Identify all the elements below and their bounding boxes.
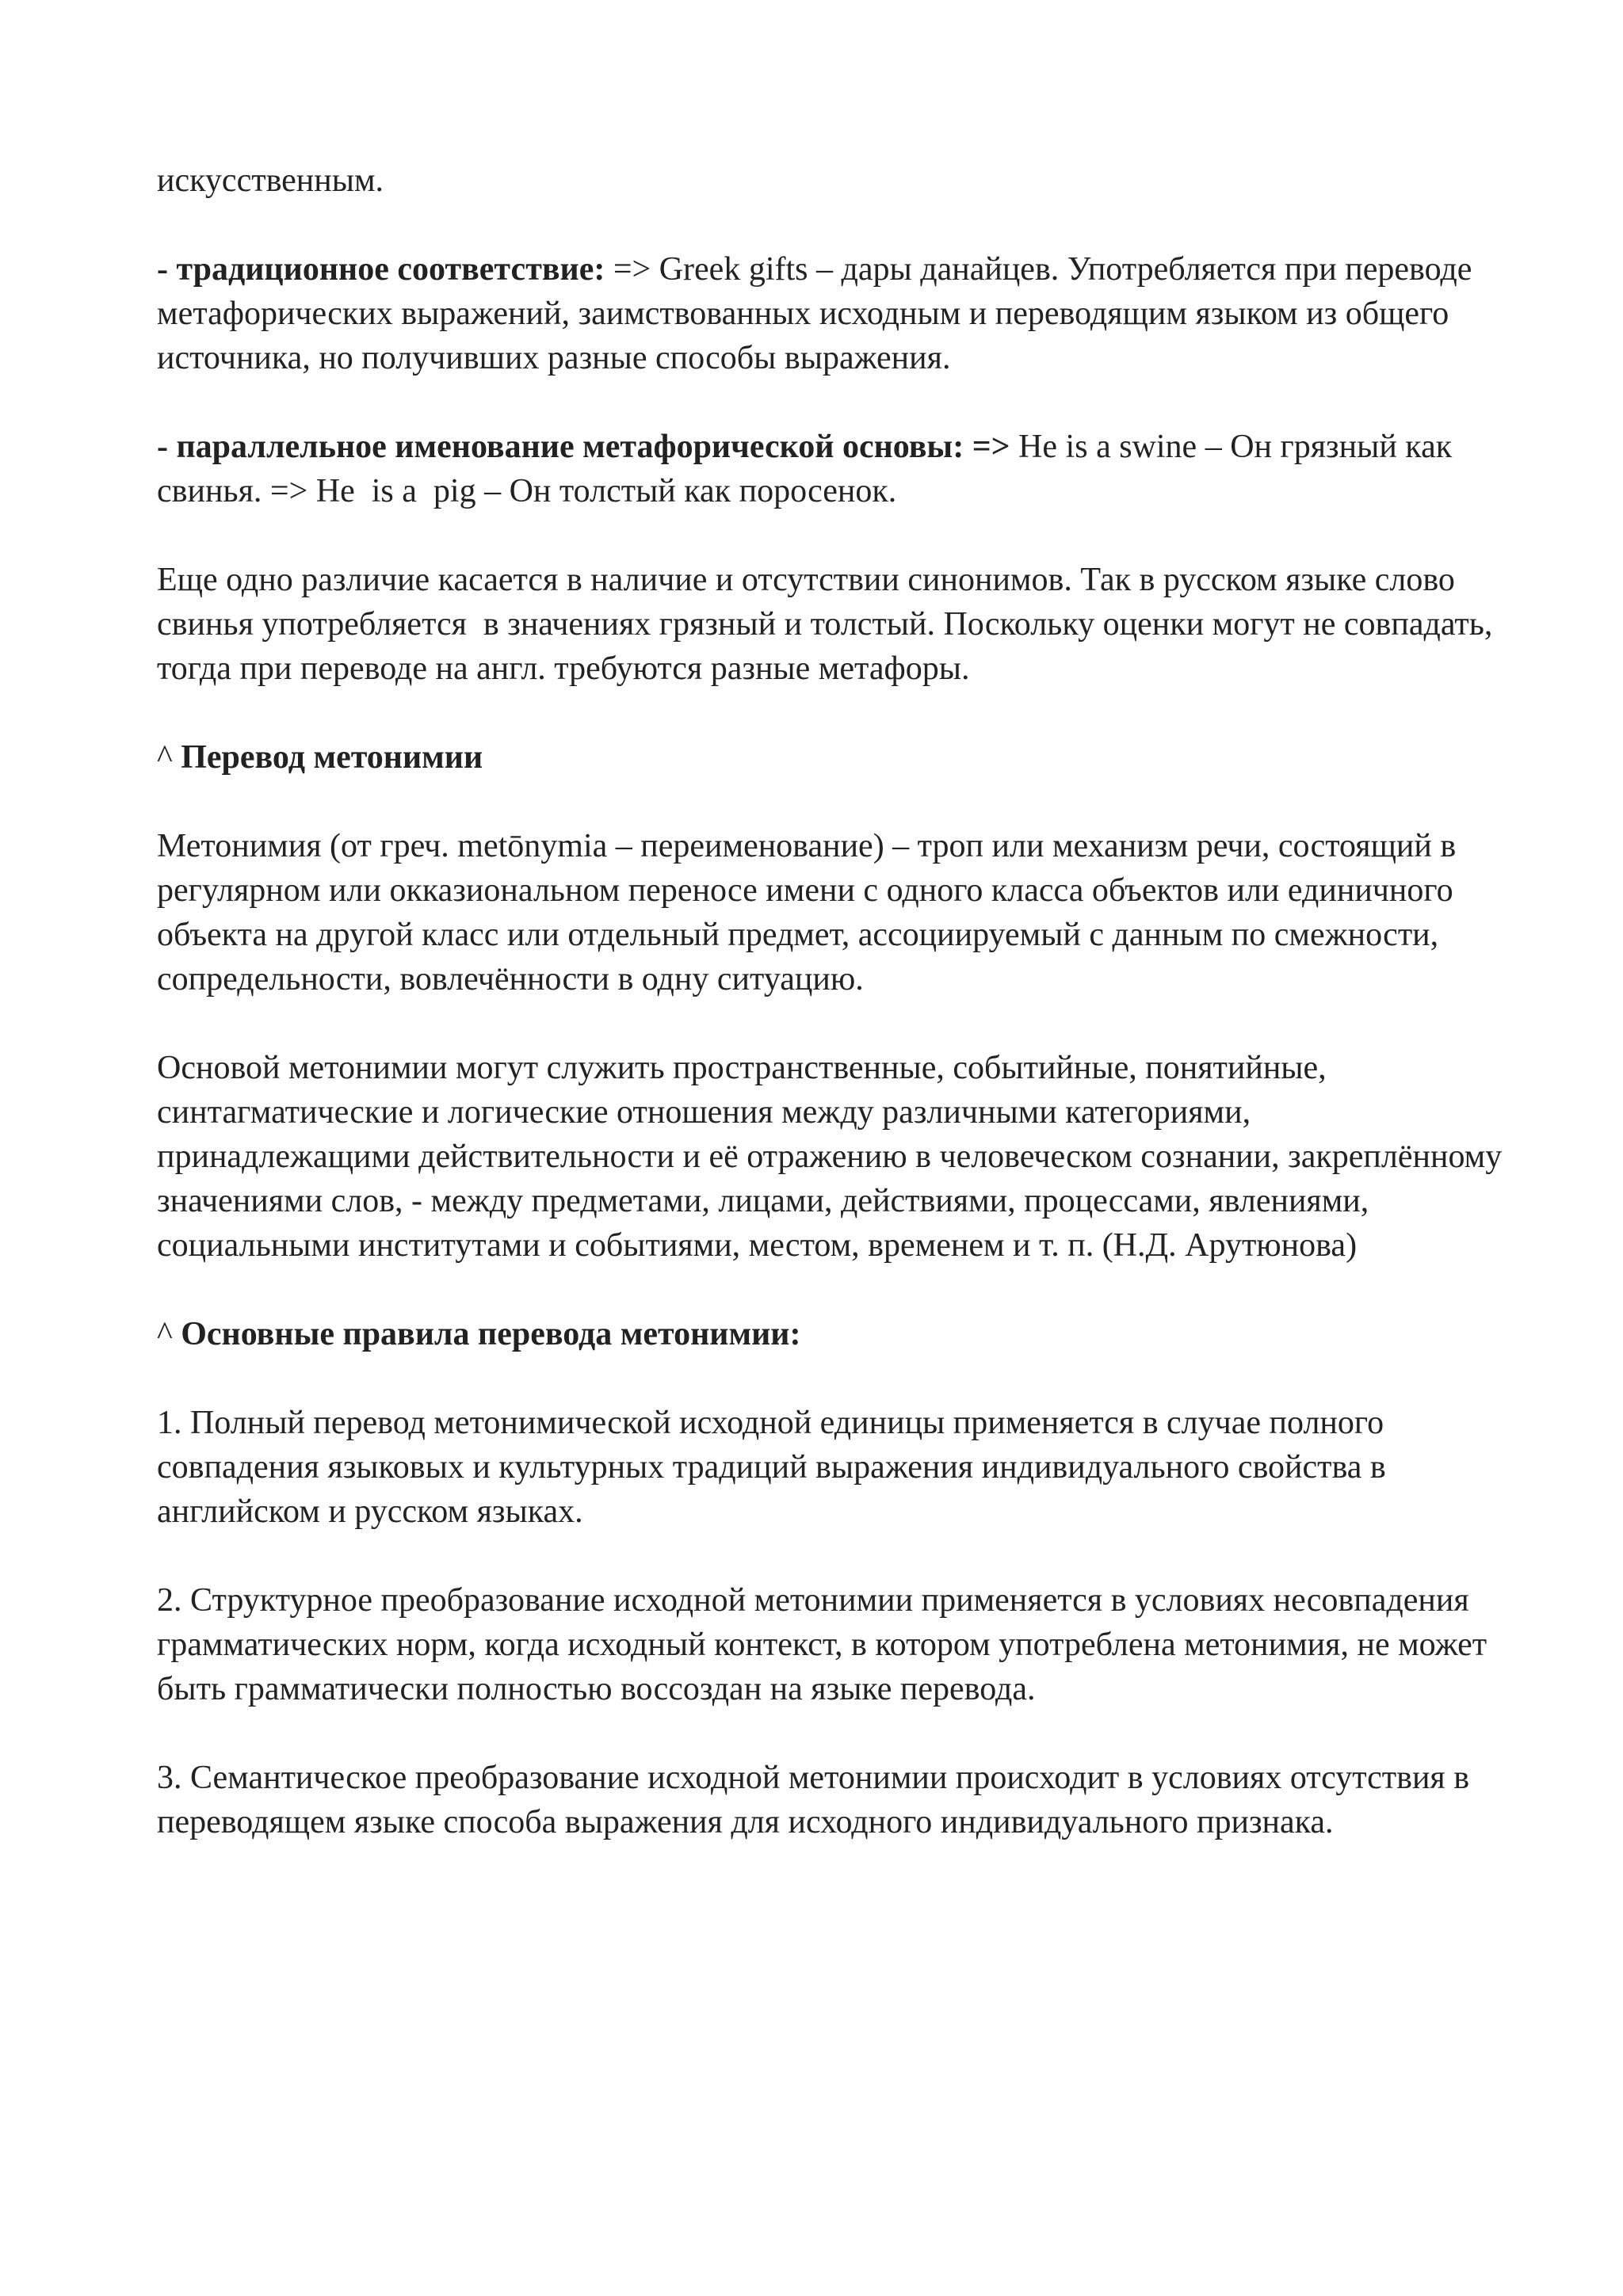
caret-icon: ^	[157, 739, 181, 776]
rule-text: 3. Семантическое преобразование исходной метонимии происходит в условиях отсутствия в переводящем языке способа выражения для исходного индивидуального признака.	[157, 1760, 1478, 1840]
heading-text: Основные правила перевода метонимии:	[181, 1316, 801, 1352]
caret-icon: ^	[157, 1316, 181, 1352]
paragraph-traditional-correspondence	[157, 247, 1504, 380]
rule-text: 1. Полный перевод метонимической исходной единицы применяется в случае полного совпадения языковых и культурных традиций выражения индивидуального свойства в английском и русском языках.	[157, 1405, 1395, 1530]
rule-item-3	[157, 1756, 1504, 1844]
rule-text: 2. Структурное преобразование исходной метонимии применяется в условиях несовпадения грамматических норм, когда исходный контекст, в котором употреблена метонимия, не может быть грамматически полностью воссоздан на языке перевода.	[157, 1582, 1495, 1707]
paragraph-text: Метонимия (от греч. metōnymia – переименование) – троп или механизм речи, состоящий в регулярном или окказиональном переносе имени с одного класса объектов или единичного объекта на другой класс или отдельный предмет, ассоциируемый с данным по смежности, сопредельности, вовлечённости в одну ситуацию.	[157, 828, 1465, 997]
paragraph-text: Еще одно различие касается в наличие и отсутствии синонимов. Так в русском языке слово свинья употребляется в значениях грязный и толстый. Поскольку оценки могут не совпадать, тогда при переводе на англ. требуются разные метафоры.	[157, 562, 1501, 687]
rule-item-2	[157, 1578, 1504, 1711]
paragraph-text: => Greek gifts – дары данайцев. Употребляется при переводе метафорических выражений, заимствованных исходным и переводящим языком из общего источника, но получивших разные способы выражения.	[157, 251, 1480, 376]
paragraph-text: искусственным.	[157, 162, 384, 199]
document-body	[157, 158, 1510, 1889]
paragraph-metonymy-definition	[157, 824, 1504, 1001]
paragraph-continuation	[157, 158, 1504, 203]
paragraph-text: Основой метонимии могут служить пространственные, событийные, понятийные, синтагматические и логические отношения между различными категориями, принадлежащими действительности и её отражению в человеческом сознании, закреплённому значениями слов, - между предметами, лицами, действиями, процессами, явлениями, социальными институтами и событиями, местом, временем и т. п. (Н.Д. Арутюнова)	[157, 1050, 1510, 1264]
heading-metonymy-translation	[157, 735, 1504, 780]
paragraph-synonyms	[157, 558, 1504, 691]
heading-translation-rules	[157, 1312, 1504, 1356]
heading-text: Перевод метонимии	[181, 739, 483, 776]
paragraph-text: He is a swine – Он грязный как свинья. => He is a pig – Он толстый как поросенок.	[157, 429, 1461, 509]
paragraph-metonymy-basis	[157, 1046, 1510, 1268]
term-traditional-correspondence: - традиционное соответствие:	[157, 251, 605, 288]
paragraph-parallel-naming	[157, 425, 1504, 513]
term-parallel-naming: - параллельное именование метафорической основы: =>	[157, 429, 1010, 465]
rule-item-1	[157, 1401, 1504, 1534]
